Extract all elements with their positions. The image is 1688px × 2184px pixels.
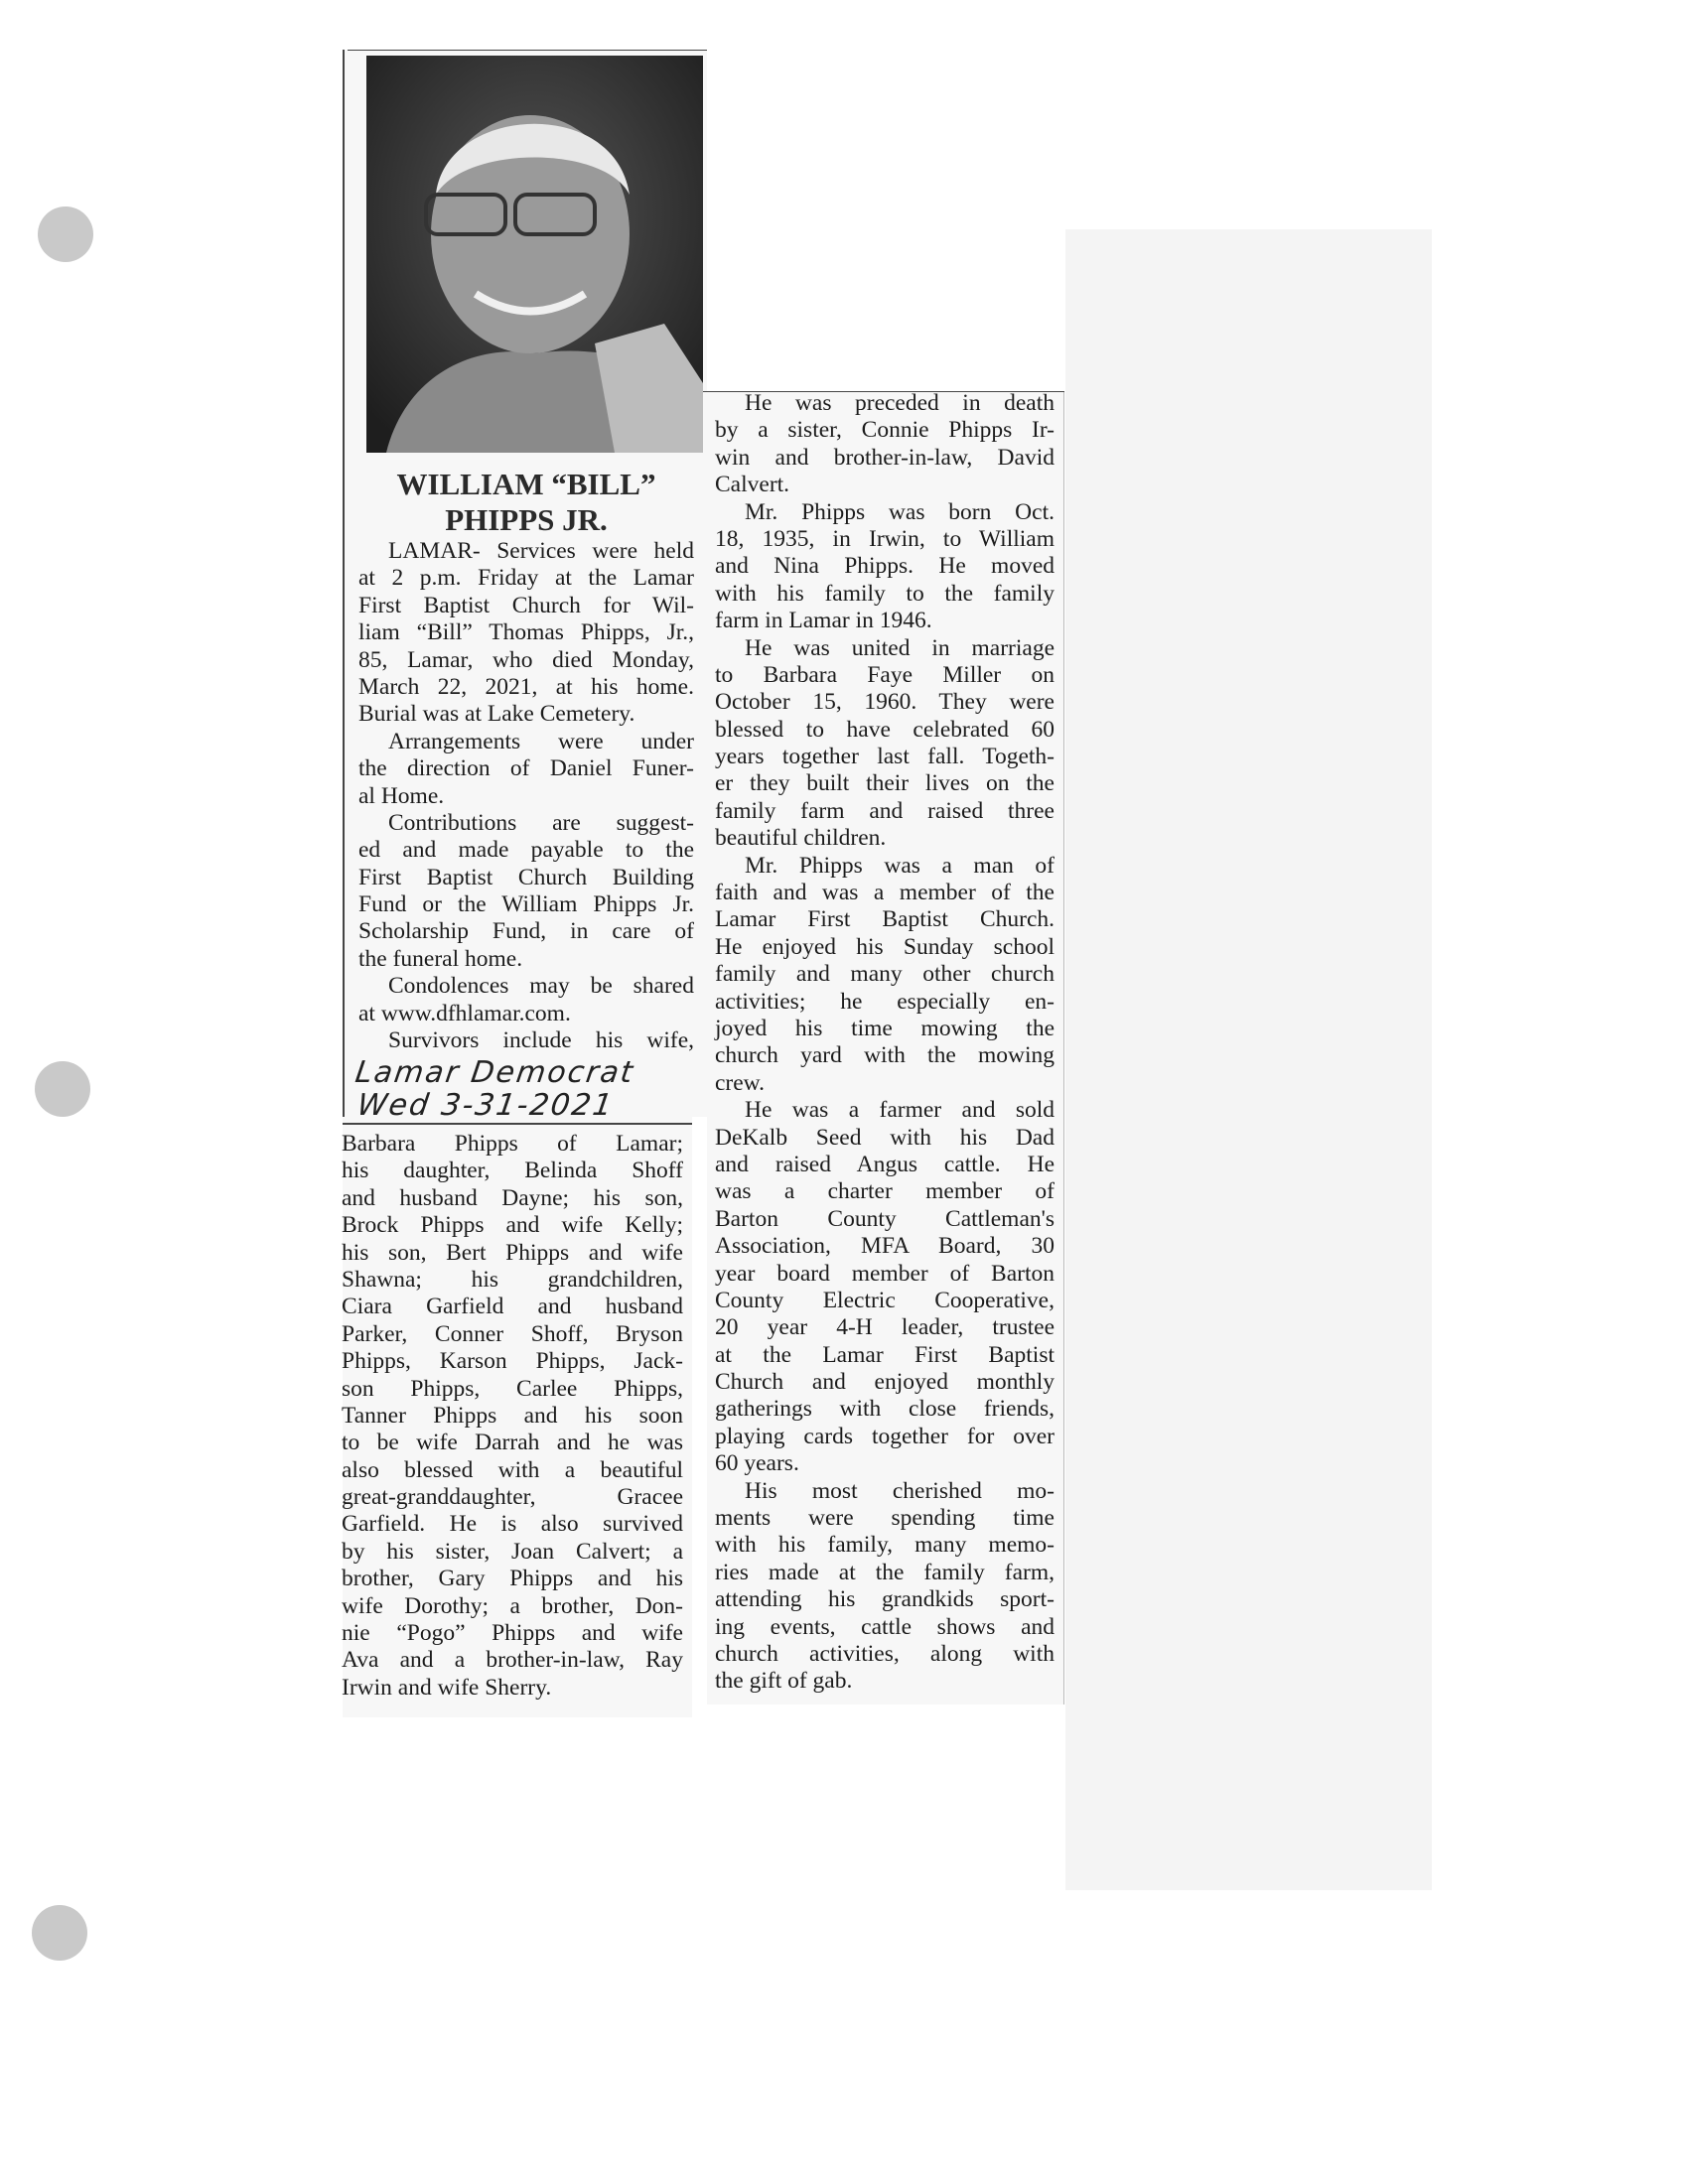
text-line: the funeral home.	[358, 945, 523, 972]
text-line: church activities, along with	[715, 1640, 1055, 1667]
faint-bleed-through-area	[1065, 229, 1432, 1890]
text-line: Mr. Phipps was a man of	[745, 852, 1055, 879]
text-line: crew.	[715, 1069, 766, 1096]
text-line: family and many other church	[715, 961, 1055, 988]
text-line: nie “Pogo” Phipps and wife	[342, 1620, 683, 1647]
text-line: Association, MFA Board, 30	[715, 1233, 1055, 1260]
text-line: He was a farmer and sold	[745, 1097, 1055, 1124]
text-line: by a sister, Connie Phipps Ir-	[715, 417, 1055, 444]
handwritten-date: Wed 3-31-2021	[354, 1088, 617, 1123]
text-line: Barbara Phipps of Lamar;	[342, 1131, 683, 1157]
text-line: ed and made payable to the	[358, 837, 694, 864]
text-line: Ava and a brother-in-law, Ray	[342, 1647, 683, 1674]
text-column-lower-left	[342, 1131, 683, 1702]
obituary-title-line2: PHIPPS JR.	[445, 502, 608, 537]
text-line: 20 year 4-H leader, trustee	[715, 1314, 1055, 1341]
text-line: Survivors include his wife,	[388, 1027, 694, 1054]
text-line: er they built their lives on the	[715, 770, 1055, 797]
text-line: brother, Gary Phipps and his	[342, 1566, 683, 1592]
text-line: was a charter member of	[715, 1178, 1055, 1205]
text-line: at 2 p.m. Friday at the Lamar	[358, 565, 694, 592]
text-line: March 22, 2021, at his home.	[358, 673, 694, 700]
text-line: Arrangements were under	[388, 728, 694, 754]
text-line: his son, Bert Phipps and wife	[342, 1239, 683, 1266]
text-line: with his family to the family	[715, 580, 1055, 607]
text-line: at the Lamar First Baptist	[715, 1341, 1055, 1368]
text-line: Condolences may be shared	[388, 973, 694, 1000]
text-line: family farm and raised three	[715, 797, 1055, 824]
text-line: Barton County Cattleman's	[715, 1205, 1055, 1232]
text-column-right	[715, 390, 1055, 1696]
text-line: Parker, Conner Shoff, Bryson	[342, 1320, 683, 1347]
text-line: years together last fall. Togeth-	[715, 744, 1055, 770]
text-line: and raised Angus cattle. He	[715, 1151, 1055, 1177]
text-line: First Baptist Church for Wil-	[358, 592, 694, 618]
text-line: playing cards together for over	[715, 1423, 1055, 1449]
clipping-border	[343, 1123, 692, 1125]
text-line: farm in Lamar in 1946.	[715, 608, 932, 634]
text-line: son Phipps, Carlee Phipps,	[342, 1375, 683, 1402]
text-line: October 15, 1960. They were	[715, 689, 1055, 716]
text-line: the direction of Daniel Funer-	[358, 755, 694, 782]
text-line: Scholarship Fund, in care of	[358, 918, 694, 945]
text-line: activities; he especially en-	[715, 988, 1055, 1015]
text-line: faith and was a member of the	[715, 880, 1055, 906]
text-line: with his family, many memo-	[715, 1532, 1055, 1559]
text-line: ries made at the family farm,	[715, 1559, 1055, 1585]
text-line: He was united in marriage	[745, 634, 1055, 661]
text-line: Contributions are suggest-	[388, 809, 694, 836]
text-line: He enjoyed his Sunday school	[715, 933, 1055, 960]
text-line: His most cherished mo-	[745, 1477, 1055, 1504]
text-line: year board member of Barton	[715, 1260, 1055, 1287]
text-line: the gift of gab.	[715, 1668, 853, 1695]
text-line: Church and enjoyed monthly	[715, 1369, 1055, 1396]
binder-hole-bottom	[32, 1905, 87, 1961]
text-line: by his sister, Joan Calvert; a	[342, 1538, 683, 1565]
text-line: 18, 1935, in Irwin, to William	[715, 525, 1055, 552]
text-line: at www.dfhlamar.com.	[358, 1000, 571, 1026]
text-line: liam “Bill” Thomas Phipps, Jr.,	[358, 619, 694, 646]
text-line: First Baptist Church Building	[358, 864, 694, 890]
text-line: Calvert.	[715, 472, 790, 498]
handwritten-newspaper-name: Lamar Democrat	[352, 1055, 637, 1090]
text-line: and Nina Phipps. He moved	[715, 553, 1055, 580]
text-line: LAMAR- Services were held	[388, 538, 694, 564]
text-line: beautiful children.	[715, 825, 887, 852]
text-column-upper-left	[358, 538, 694, 1054]
text-line: Burial was at Lake Cemetery.	[358, 701, 635, 728]
text-line: Brock Phipps and wife Kelly;	[342, 1212, 683, 1239]
text-line: blessed to have celebrated 60	[715, 716, 1055, 743]
text-line: win and brother-in-law, David	[715, 444, 1055, 471]
text-line: his daughter, Belinda Shoff	[342, 1158, 683, 1184]
binder-hole-middle	[35, 1061, 90, 1117]
text-line: gatherings with close friends,	[715, 1396, 1055, 1423]
obituary-title-line1: WILLIAM “BILL”	[396, 467, 656, 501]
text-line: to Barbara Faye Miller on	[715, 661, 1055, 688]
text-line: and husband Dayne; his son,	[342, 1184, 683, 1211]
text-line: joyed his time mowing the	[715, 1015, 1055, 1041]
text-line: Fund or the William Phipps Jr.	[358, 891, 694, 918]
clipping-border	[343, 50, 345, 1117]
text-line: DeKalb Seed with his Dad	[715, 1124, 1055, 1151]
text-line: 60 years.	[715, 1450, 799, 1477]
text-line: He was preceded in death	[745, 390, 1055, 416]
text-line: Ciara Garfield and husband	[342, 1294, 683, 1320]
text-line: great-granddaughter, Gracee	[342, 1484, 683, 1511]
text-line: 85, Lamar, who died Monday,	[358, 646, 694, 673]
text-line: ments were spending time	[715, 1505, 1055, 1532]
text-line: Shawna; his grandchildren,	[342, 1266, 683, 1293]
text-line: attending his grandkids sport-	[715, 1586, 1055, 1613]
binder-hole-top	[38, 206, 93, 262]
text-line: wife Dorothy; a brother, Don-	[342, 1592, 683, 1619]
clipping-border	[348, 50, 707, 51]
text-line: al Home.	[358, 782, 445, 809]
text-line: Lamar First Baptist Church.	[715, 906, 1055, 933]
portrait-photo	[366, 56, 703, 453]
text-line: also blessed with a beautiful	[342, 1456, 683, 1483]
text-line: County Electric Cooperative,	[715, 1287, 1055, 1313]
text-line: Garfield. He is also survived	[342, 1511, 683, 1538]
text-line: Phipps, Karson Phipps, Jack-	[342, 1348, 683, 1375]
text-line: Mr. Phipps was born Oct.	[745, 498, 1055, 525]
text-line: ing events, cattle shows and	[715, 1613, 1055, 1640]
clipping-border	[1063, 392, 1064, 1705]
text-line: Irwin and wife Sherry.	[342, 1674, 552, 1701]
text-line: to be wife Darrah and he was	[342, 1430, 683, 1456]
text-line: Tanner Phipps and his soon	[342, 1402, 683, 1429]
text-line: church yard with the mowing	[715, 1042, 1055, 1069]
